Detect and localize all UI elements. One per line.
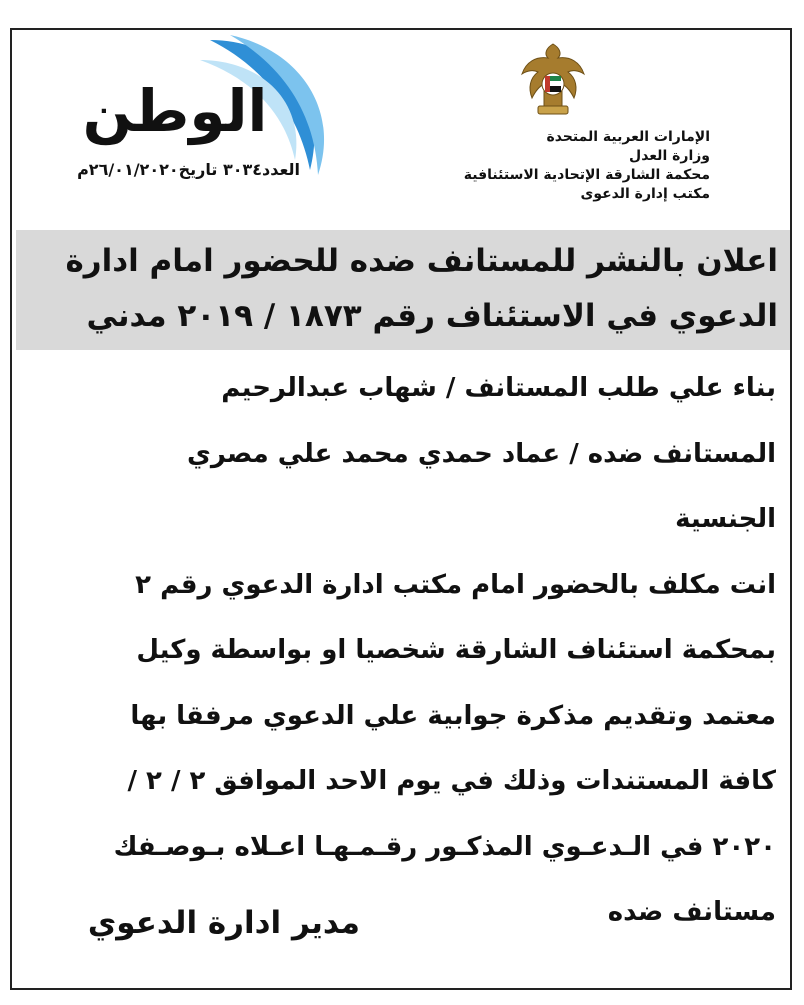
ministry-header [400, 128, 710, 204]
notice-body [28, 356, 776, 946]
uae-falcon-emblem-icon [518, 40, 588, 118]
ministry-line: الإمارات العربية المتحدة [546, 129, 710, 145]
newspaper-logo: الوطن [82, 77, 268, 145]
issue-date-line: العدد٣٠٣٤ تاريخ٢٦/٠١/٢٠٢٠م [77, 160, 300, 179]
body-line: مستانف ضده [607, 897, 776, 927]
signature-title: مدير ادارة الدعوي [87, 905, 360, 941]
ministry-line: محكمة الشارقة الإتحادية الاستئنافية [463, 167, 710, 183]
body-line: معتمد وتقديم مذكرة جوابية علي الدعوي مرفقا بها [130, 700, 776, 731]
body-line: كافة المستندات وذلك في يوم الاحد الموافق ٢ / ٢ / [127, 766, 776, 796]
body-line: انت مكلف بالحضور امام مكتب ادارة الدعوي رقم ٢ [135, 569, 776, 600]
newspaper-masthead [60, 77, 290, 145]
body-line: الجنسية [675, 504, 776, 534]
headline-line: الدعوي في الاستئناف رقم ١٨٧٣ / ٢٠١٩ مدني [86, 298, 778, 334]
body-line: المستانف ضده / عماد حمدي محمد علي مصري [186, 438, 776, 469]
body-line: ٢٠٢٠ في الـدعـوي المذكـور رقـمـهـا اعـلاه بـوصـفك [113, 831, 776, 862]
ministry-line: مكتب إدارة الدعوى [580, 186, 710, 202]
notice-headline [16, 230, 790, 350]
body-line: بمحكمة استئناف الشارقة شخصيا او بواسطة وكيل [136, 635, 776, 665]
ministry-line: وزارة العدل [629, 148, 710, 164]
headline-line: اعلان بالنشر للمستانف ضده للحضور امام ادارة [65, 243, 778, 279]
body-line: بناء علي طلب المستانف / شهاب عبدالرحيم [221, 373, 776, 403]
